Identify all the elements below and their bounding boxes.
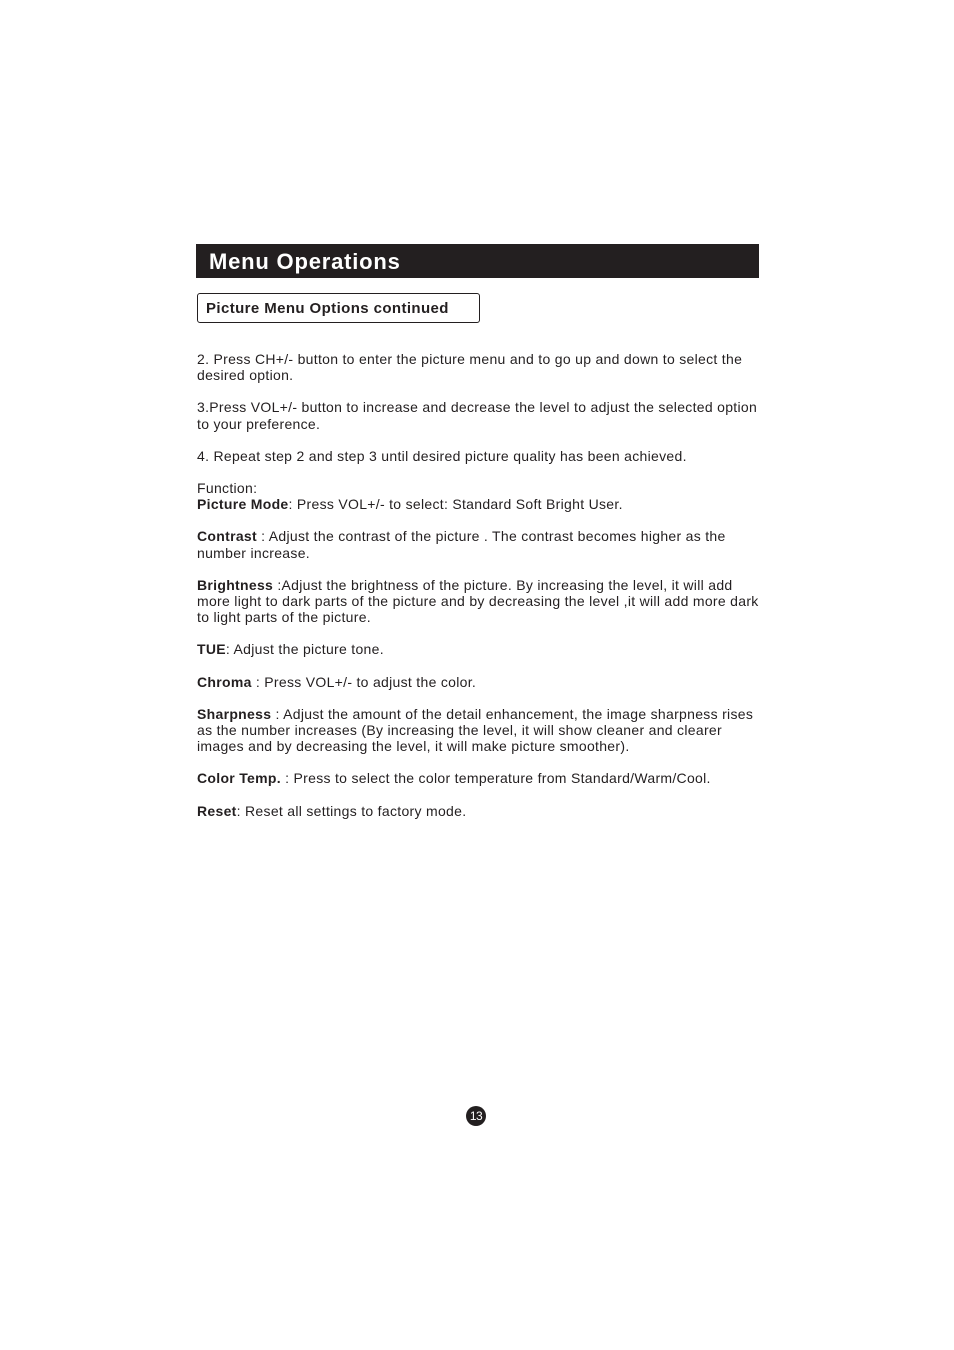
- function-contrast: [197, 528, 763, 560]
- function-desc: : Press VOL+/- to adjust the color.: [251, 673, 477, 690]
- function-term: Sharpness: [197, 705, 272, 722]
- function-brightness: [197, 577, 763, 626]
- function-term: Brightness: [197, 576, 274, 593]
- section-header-bar: [196, 244, 759, 278]
- function-desc: :Adjust the brightness of the picture. By increasing the level, it will add more light to dark parts of the picture and by decreasing the level ,it will add more dark to light parts of the picture.: [197, 576, 759, 626]
- step-2: 2. Press CH+/- button to enter the picture menu and to go up and down to select the desired option.: [197, 351, 743, 384]
- step-4: 4. Repeat step 2 and step 3 until desired picture quality has been achieved.: [197, 447, 687, 464]
- function-term: Chroma: [197, 673, 252, 690]
- function-desc: : Press VOL+/- to select: Standard Soft Bright User.: [288, 496, 623, 513]
- function-chroma: [197, 674, 763, 690]
- function-reset: [197, 803, 763, 819]
- function-label: Function:: [197, 480, 258, 497]
- subsection-title: Picture Menu Options continued: [206, 300, 449, 317]
- function-desc: : Adjust the picture tone.: [225, 641, 384, 658]
- function-term: Color Temp.: [197, 770, 281, 787]
- function-color-temp: [197, 770, 763, 786]
- function-desc: : Reset all settings to factory mode.: [236, 802, 467, 819]
- function-term: Contrast: [197, 528, 257, 545]
- function-term: Picture Mode: [197, 496, 289, 513]
- content-body: [197, 351, 763, 835]
- page-number-badge: 13: [466, 1106, 486, 1126]
- function-picture-mode: [197, 480, 763, 512]
- function-desc: : Adjust the amount of the detail enhancement, the image sharpness rises as the number increases (By increasing the level, it will show cleaner and clearer images and by decreasing the level, it will make picture smoother).: [197, 705, 754, 755]
- function-desc: : Adjust the contrast of the picture . The contrast becomes higher as the number increase.: [197, 528, 726, 561]
- function-sharpness: [197, 706, 763, 755]
- step-3: 3.Press VOL+/- button to increase and decrease the level to adjust the selected option to your preference.: [197, 399, 758, 432]
- section-title: Menu Operations: [209, 249, 401, 274]
- function-term: TUE: [197, 641, 226, 658]
- function-term: Reset: [197, 802, 237, 819]
- function-desc: : Press to select the color temperature from Standard/Warm/Cool.: [280, 770, 711, 787]
- subsection-box: [197, 293, 480, 323]
- function-tue: [197, 641, 763, 657]
